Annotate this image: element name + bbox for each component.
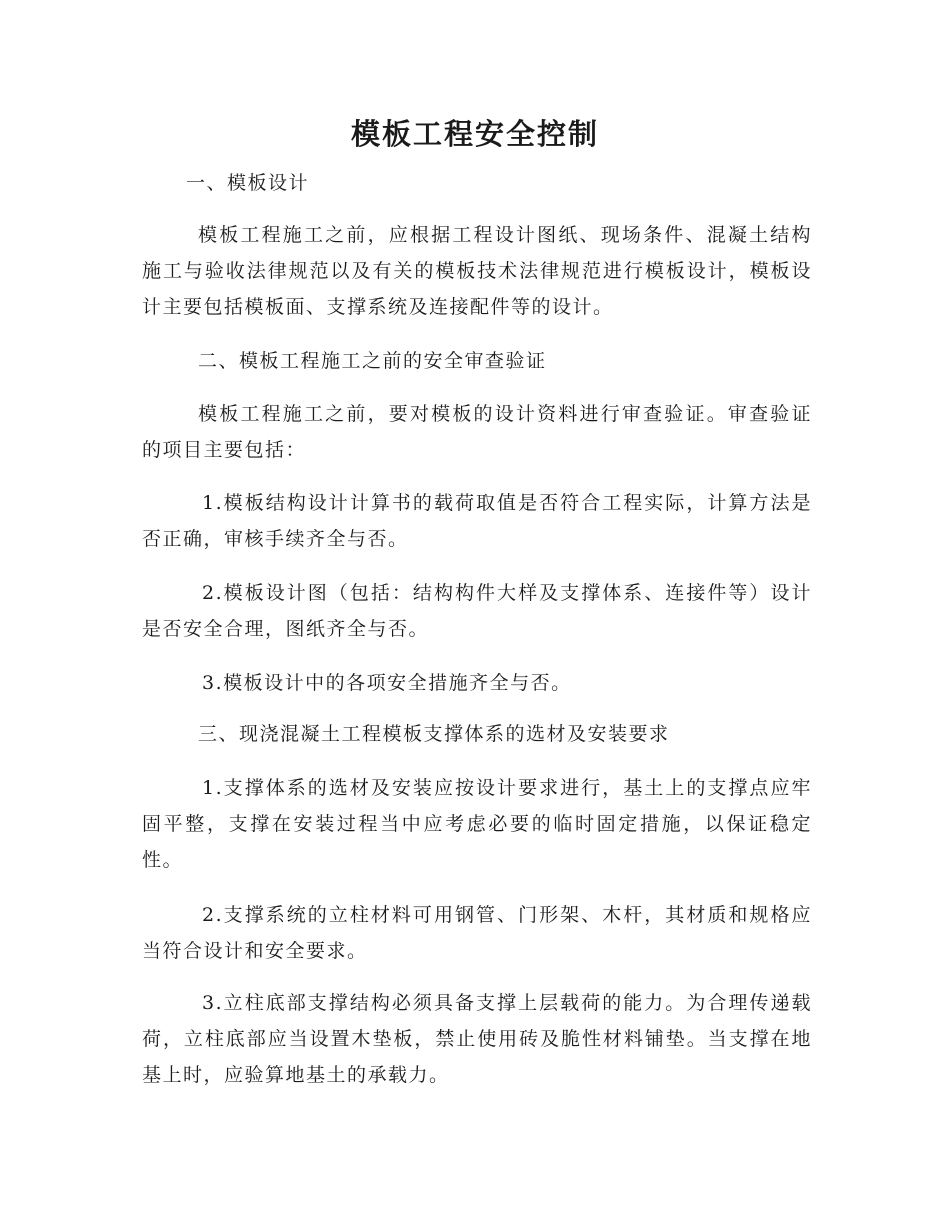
section-2-paragraph: 模板工程施工之前，要对模板的设计资料进行审查验证。审查验证的项目主要包括： <box>142 403 812 461</box>
section-3-item-3: 3.立柱底部支撑结构必须具备支撑上层载荷的能力。为合理传递载荷，立柱底部应当设置木垫板，禁止使用砖及脆性材料铺垫。当支撑在地基上时，应验算地基土的承载力。 <box>142 992 812 1086</box>
section-3-item-1: 1.支撑体系的选材及安装应按设计要求进行，基土上的支撑点应牢固平整，支撑在安装过程当中应考虑必要的临时固定措施，以保证稳定性。 <box>142 777 812 871</box>
section-3-item-2: 2.支撑系统的立柱材料可用钢管、门形架、木杆，其材质和规格应当符合设计和安全要求。 <box>142 904 812 962</box>
section-heading-1: 一、模板设计 <box>186 172 310 194</box>
section-2-item-3: 3.模板设计中的各项安全措施齐全与否。 <box>202 672 572 694</box>
section-1-paragraph: 模板工程施工之前，应根据工程设计图纸、现场条件、混凝土结构施工与验收法律规范以及有关的模板技术法律规范进行模板设计，模板设计主要包括模板面、支撑系统及连接配件等的设计。 <box>142 224 812 318</box>
section-2-item-2: 2.模板设计图（包括：结构构件大样及支撑体系、连接件等）设计是否安全合理，图纸齐全与否。 <box>142 582 812 640</box>
section-heading-2: 二、模板工程施工之前的安全审查验证 <box>198 350 547 372</box>
section-2-item-1: 1.模板结构设计计算书的载荷取值是否符合工程实际，计算方法是否正确，审核手续齐全与否。 <box>142 492 812 550</box>
document-title: 模板工程安全控制 <box>350 117 599 151</box>
section-heading-3: 三、现浇混凝土工程模板支撑体系的选材及安装要求 <box>198 723 670 745</box>
